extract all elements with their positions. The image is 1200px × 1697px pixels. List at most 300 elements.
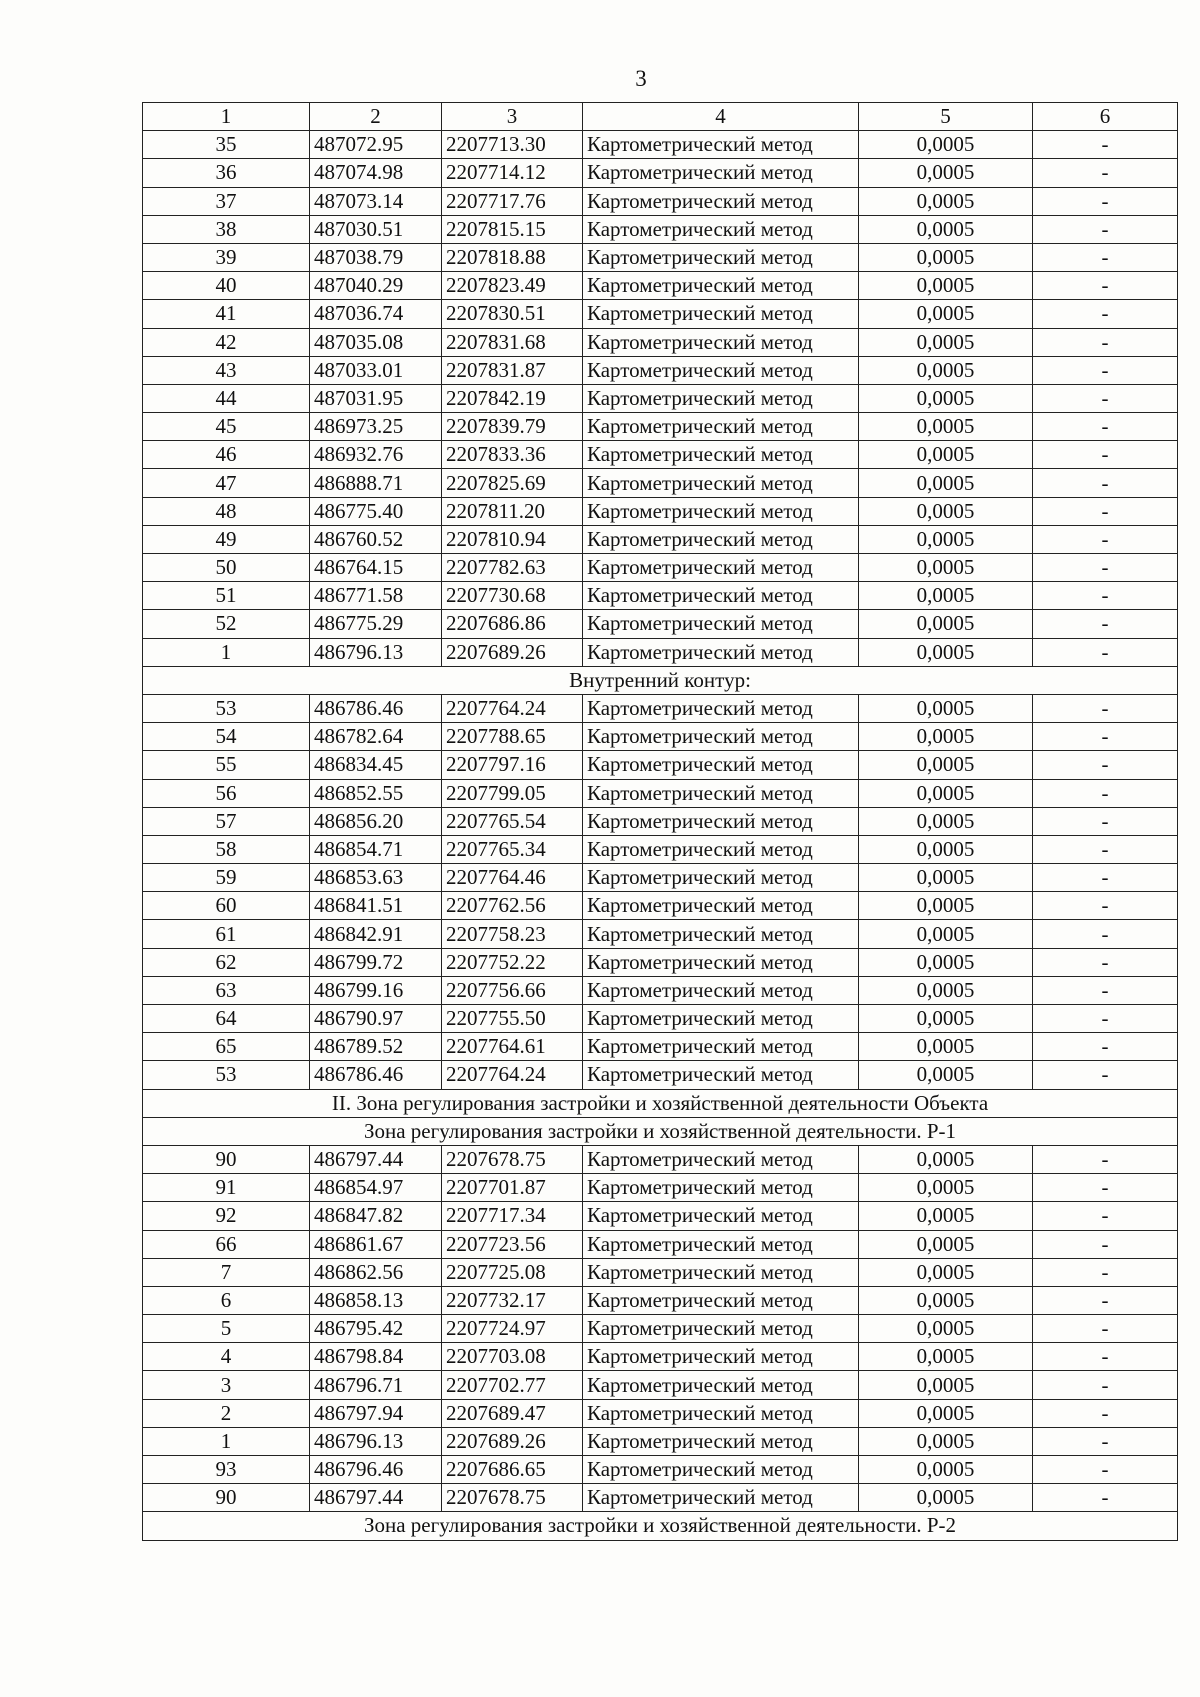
y-coordinate-cell: 2207713.30	[442, 131, 583, 159]
method-cell: Картометрический метод	[583, 272, 859, 300]
y-coordinate-cell: 2207831.87	[442, 356, 583, 384]
y-coordinate-cell: 2207732.17	[442, 1286, 583, 1314]
accuracy-cell: 0,0005	[859, 864, 1033, 892]
table-row	[143, 1230, 1178, 1258]
y-coordinate-cell: 2207833.36	[442, 441, 583, 469]
description-cell: -	[1033, 864, 1178, 892]
method-cell: Картометрический метод	[583, 1145, 859, 1173]
y-coordinate-cell: 2207686.86	[442, 610, 583, 638]
accuracy-cell: 0,0005	[859, 1202, 1033, 1230]
accuracy-cell: 0,0005	[859, 497, 1033, 525]
table-row	[143, 272, 1178, 300]
method-cell: Картометрический метод	[583, 807, 859, 835]
x-coordinate-cell: 486786.46	[310, 694, 442, 722]
method-cell: Картометрический метод	[583, 469, 859, 497]
x-coordinate-cell: 487035.08	[310, 328, 442, 356]
method-cell: Картометрический метод	[583, 1286, 859, 1314]
table-row	[143, 356, 1178, 384]
description-cell: -	[1033, 356, 1178, 384]
x-coordinate-cell: 486797.44	[310, 1145, 442, 1173]
accuracy-cell: 0,0005	[859, 1371, 1033, 1399]
description-cell: -	[1033, 1202, 1178, 1230]
table-row	[143, 1005, 1178, 1033]
x-coordinate-cell: 486858.13	[310, 1286, 442, 1314]
y-coordinate-cell: 2207810.94	[442, 525, 583, 553]
y-coordinate-cell: 2207799.05	[442, 779, 583, 807]
point-number-cell: 4	[143, 1343, 310, 1371]
point-number-cell: 55	[143, 751, 310, 779]
table-row	[143, 807, 1178, 835]
x-coordinate-cell: 487073.14	[310, 187, 442, 215]
table-row	[143, 1174, 1178, 1202]
description-cell: -	[1033, 1456, 1178, 1484]
accuracy-cell: 0,0005	[859, 328, 1033, 356]
table-row	[143, 920, 1178, 948]
method-cell: Картометрический метод	[583, 1033, 859, 1061]
coordinates-table	[142, 102, 1178, 1541]
x-coordinate-cell: 486854.97	[310, 1174, 442, 1202]
accuracy-cell: 0,0005	[859, 1258, 1033, 1286]
method-cell: Картометрический метод	[583, 1484, 859, 1512]
x-coordinate-cell: 486853.63	[310, 864, 442, 892]
table-row	[143, 864, 1178, 892]
description-cell: -	[1033, 300, 1178, 328]
x-coordinate-cell: 486786.46	[310, 1061, 442, 1089]
table-row	[143, 835, 1178, 863]
x-coordinate-cell: 486888.71	[310, 469, 442, 497]
method-cell: Картометрический метод	[583, 864, 859, 892]
y-coordinate-cell: 2207724.97	[442, 1315, 583, 1343]
y-coordinate-cell: 2207764.24	[442, 694, 583, 722]
x-coordinate-cell: 486775.29	[310, 610, 442, 638]
x-coordinate-cell: 487030.51	[310, 215, 442, 243]
x-coordinate-cell: 486841.51	[310, 892, 442, 920]
point-number-cell: 5	[143, 1315, 310, 1343]
y-coordinate-cell: 2207689.47	[442, 1399, 583, 1427]
y-coordinate-cell: 2207765.54	[442, 807, 583, 835]
table-row	[143, 1202, 1178, 1230]
point-number-cell: 2	[143, 1399, 310, 1427]
point-number-cell: 39	[143, 243, 310, 271]
table-row	[143, 1343, 1178, 1371]
table-row	[143, 1145, 1178, 1173]
x-coordinate-cell: 487031.95	[310, 384, 442, 412]
x-coordinate-cell: 487033.01	[310, 356, 442, 384]
description-cell: -	[1033, 328, 1178, 356]
accuracy-cell: 0,0005	[859, 610, 1033, 638]
inner-contour-heading-row	[143, 666, 1178, 694]
inner-contour-heading: Внутренний контур:	[143, 666, 1178, 694]
method-cell: Картометрический метод	[583, 920, 859, 948]
y-coordinate-cell: 2207818.88	[442, 243, 583, 271]
y-coordinate-cell: 2207723.56	[442, 1230, 583, 1258]
accuracy-cell: 0,0005	[859, 892, 1033, 920]
x-coordinate-cell: 486796.46	[310, 1456, 442, 1484]
x-coordinate-cell: 486856.20	[310, 807, 442, 835]
accuracy-cell: 0,0005	[859, 807, 1033, 835]
x-coordinate-cell: 486798.84	[310, 1343, 442, 1371]
column-number-cell: 6	[1033, 103, 1178, 131]
method-cell: Картометрический метод	[583, 1456, 859, 1484]
description-cell: -	[1033, 723, 1178, 751]
method-cell: Картометрический метод	[583, 1399, 859, 1427]
accuracy-cell: 0,0005	[859, 835, 1033, 863]
point-number-cell: 93	[143, 1456, 310, 1484]
accuracy-cell: 0,0005	[859, 779, 1033, 807]
table-row	[143, 497, 1178, 525]
description-cell: -	[1033, 976, 1178, 1004]
description-cell: -	[1033, 892, 1178, 920]
y-coordinate-cell: 2207823.49	[442, 272, 583, 300]
x-coordinate-cell: 486796.13	[310, 1427, 442, 1455]
table-row	[143, 525, 1178, 553]
x-coordinate-cell: 486760.52	[310, 525, 442, 553]
y-coordinate-cell: 2207830.51	[442, 300, 583, 328]
point-number-cell: 92	[143, 1202, 310, 1230]
point-number-cell: 6	[143, 1286, 310, 1314]
point-number-cell: 64	[143, 1005, 310, 1033]
accuracy-cell: 0,0005	[859, 1315, 1033, 1343]
page-number: 3	[635, 66, 647, 91]
x-coordinate-cell: 486862.56	[310, 1258, 442, 1286]
description-cell: -	[1033, 920, 1178, 948]
x-coordinate-cell: 486797.94	[310, 1399, 442, 1427]
accuracy-cell: 0,0005	[859, 1005, 1033, 1033]
point-number-cell: 47	[143, 469, 310, 497]
method-cell: Картометрический метод	[583, 215, 859, 243]
description-cell: -	[1033, 582, 1178, 610]
x-coordinate-cell: 486861.67	[310, 1230, 442, 1258]
x-coordinate-cell: 486790.97	[310, 1005, 442, 1033]
y-coordinate-cell: 2207758.23	[442, 920, 583, 948]
description-cell: -	[1033, 497, 1178, 525]
method-cell: Картометрический метод	[583, 131, 859, 159]
x-coordinate-cell: 486799.72	[310, 948, 442, 976]
method-cell: Картометрический метод	[583, 525, 859, 553]
column-number-cell: 2	[310, 103, 442, 131]
point-number-cell: 90	[143, 1484, 310, 1512]
point-number-cell: 45	[143, 413, 310, 441]
description-cell: -	[1033, 1427, 1178, 1455]
method-cell: Картометрический метод	[583, 1315, 859, 1343]
table-row	[143, 1061, 1178, 1089]
method-cell: Картометрический метод	[583, 582, 859, 610]
point-number-cell: 42	[143, 328, 310, 356]
method-cell: Картометрический метод	[583, 384, 859, 412]
y-coordinate-cell: 2207702.77	[442, 1371, 583, 1399]
x-coordinate-cell: 486799.16	[310, 976, 442, 1004]
point-number-cell: 54	[143, 723, 310, 751]
accuracy-cell: 0,0005	[859, 751, 1033, 779]
accuracy-cell: 0,0005	[859, 638, 1033, 666]
x-coordinate-cell: 486796.71	[310, 1371, 442, 1399]
description-cell: -	[1033, 441, 1178, 469]
description-cell: -	[1033, 1343, 1178, 1371]
point-number-cell: 43	[143, 356, 310, 384]
accuracy-cell: 0,0005	[859, 356, 1033, 384]
zone-ii-heading-row	[143, 1089, 1178, 1117]
method-cell: Картометрический метод	[583, 300, 859, 328]
y-coordinate-cell: 2207689.26	[442, 638, 583, 666]
table-row	[143, 610, 1178, 638]
method-cell: Картометрический метод	[583, 497, 859, 525]
table-row	[143, 1371, 1178, 1399]
point-number-cell: 49	[143, 525, 310, 553]
table-row	[143, 243, 1178, 271]
description-cell: -	[1033, 1484, 1178, 1512]
description-cell: -	[1033, 554, 1178, 582]
method-cell: Картометрический метод	[583, 413, 859, 441]
table-row	[143, 976, 1178, 1004]
accuracy-cell: 0,0005	[859, 525, 1033, 553]
accuracy-cell: 0,0005	[859, 441, 1033, 469]
y-coordinate-cell: 2207839.79	[442, 413, 583, 441]
point-number-cell: 40	[143, 272, 310, 300]
accuracy-cell: 0,0005	[859, 1230, 1033, 1258]
point-number-cell: 44	[143, 384, 310, 412]
accuracy-cell: 0,0005	[859, 694, 1033, 722]
accuracy-cell: 0,0005	[859, 469, 1033, 497]
description-cell: -	[1033, 807, 1178, 835]
accuracy-cell: 0,0005	[859, 300, 1033, 328]
x-coordinate-cell: 486795.42	[310, 1315, 442, 1343]
table-row	[143, 1456, 1178, 1484]
x-coordinate-cell: 486834.45	[310, 751, 442, 779]
accuracy-cell: 0,0005	[859, 1061, 1033, 1089]
x-coordinate-cell: 487074.98	[310, 159, 442, 187]
accuracy-cell: 0,0005	[859, 582, 1033, 610]
y-coordinate-cell: 2207764.46	[442, 864, 583, 892]
accuracy-cell: 0,0005	[859, 1399, 1033, 1427]
description-cell: -	[1033, 131, 1178, 159]
accuracy-cell: 0,0005	[859, 187, 1033, 215]
accuracy-cell: 0,0005	[859, 948, 1033, 976]
table-row	[143, 441, 1178, 469]
point-number-cell: 1	[143, 638, 310, 666]
method-cell: Картометрический метод	[583, 1202, 859, 1230]
description-cell: -	[1033, 751, 1178, 779]
x-coordinate-cell: 486775.40	[310, 497, 442, 525]
x-coordinate-cell: 486854.71	[310, 835, 442, 863]
y-coordinate-cell: 2207756.66	[442, 976, 583, 1004]
table-row	[143, 159, 1178, 187]
y-coordinate-cell: 2207714.12	[442, 159, 583, 187]
point-number-cell: 58	[143, 835, 310, 863]
y-coordinate-cell: 2207782.63	[442, 554, 583, 582]
description-cell: -	[1033, 1315, 1178, 1343]
y-coordinate-cell: 2207825.69	[442, 469, 583, 497]
x-coordinate-cell: 486782.64	[310, 723, 442, 751]
method-cell: Картометрический метод	[583, 1343, 859, 1371]
table-row	[143, 694, 1178, 722]
point-number-cell: 1	[143, 1427, 310, 1455]
description-cell: -	[1033, 1061, 1178, 1089]
x-coordinate-cell: 486932.76	[310, 441, 442, 469]
method-cell: Картометрический метод	[583, 694, 859, 722]
y-coordinate-cell: 2207752.22	[442, 948, 583, 976]
y-coordinate-cell: 2207811.20	[442, 497, 583, 525]
description-cell: -	[1033, 1174, 1178, 1202]
description-cell: -	[1033, 413, 1178, 441]
x-coordinate-cell: 486852.55	[310, 779, 442, 807]
table-row	[143, 187, 1178, 215]
point-number-cell: 59	[143, 864, 310, 892]
table-row	[143, 300, 1178, 328]
accuracy-cell: 0,0005	[859, 554, 1033, 582]
x-coordinate-cell: 486796.13	[310, 638, 442, 666]
method-cell: Картометрический метод	[583, 751, 859, 779]
point-number-cell: 50	[143, 554, 310, 582]
y-coordinate-cell: 2207764.24	[442, 1061, 583, 1089]
x-coordinate-cell: 487036.74	[310, 300, 442, 328]
point-number-cell: 56	[143, 779, 310, 807]
accuracy-cell: 0,0005	[859, 215, 1033, 243]
description-cell: -	[1033, 1286, 1178, 1314]
zone-p1-heading: Зона регулирования застройки и хозяйственной деятельности. Р-1	[143, 1117, 1178, 1145]
x-coordinate-cell: 487072.95	[310, 131, 442, 159]
method-cell: Картометрический метод	[583, 835, 859, 863]
x-coordinate-cell: 486847.82	[310, 1202, 442, 1230]
x-coordinate-cell: 486973.25	[310, 413, 442, 441]
y-coordinate-cell: 2207765.34	[442, 835, 583, 863]
point-number-cell: 41	[143, 300, 310, 328]
accuracy-cell: 0,0005	[859, 243, 1033, 271]
y-coordinate-cell: 2207762.56	[442, 892, 583, 920]
point-number-cell: 63	[143, 976, 310, 1004]
point-number-cell: 36	[143, 159, 310, 187]
point-number-cell: 91	[143, 1174, 310, 1202]
accuracy-cell: 0,0005	[859, 1145, 1033, 1173]
table-row	[143, 413, 1178, 441]
method-cell: Картометрический метод	[583, 1061, 859, 1089]
point-number-cell: 61	[143, 920, 310, 948]
table-row	[143, 1315, 1178, 1343]
method-cell: Картометрический метод	[583, 328, 859, 356]
method-cell: Картометрический метод	[583, 554, 859, 582]
table-row	[143, 215, 1178, 243]
y-coordinate-cell: 2207678.75	[442, 1145, 583, 1173]
method-cell: Картометрический метод	[583, 187, 859, 215]
method-cell: Картометрический метод	[583, 159, 859, 187]
table-row	[143, 1033, 1178, 1061]
method-cell: Картометрический метод	[583, 1230, 859, 1258]
y-coordinate-cell: 2207678.75	[442, 1484, 583, 1512]
column-number-cell: 3	[442, 103, 583, 131]
y-coordinate-cell: 2207755.50	[442, 1005, 583, 1033]
description-cell: -	[1033, 243, 1178, 271]
point-number-cell: 46	[143, 441, 310, 469]
description-cell: -	[1033, 1033, 1178, 1061]
accuracy-cell: 0,0005	[859, 384, 1033, 412]
description-cell: -	[1033, 1399, 1178, 1427]
accuracy-cell: 0,0005	[859, 1343, 1033, 1371]
accuracy-cell: 0,0005	[859, 1174, 1033, 1202]
description-cell: -	[1033, 384, 1178, 412]
method-cell: Картометрический метод	[583, 723, 859, 751]
table-row	[143, 751, 1178, 779]
point-number-cell: 52	[143, 610, 310, 638]
table-row	[143, 638, 1178, 666]
y-coordinate-cell: 2207717.34	[442, 1202, 583, 1230]
column-number-cell: 4	[583, 103, 859, 131]
table-row	[143, 723, 1178, 751]
table-row	[143, 469, 1178, 497]
method-cell: Картометрический метод	[583, 948, 859, 976]
accuracy-cell: 0,0005	[859, 159, 1033, 187]
y-coordinate-cell: 2207815.15	[442, 215, 583, 243]
description-cell: -	[1033, 272, 1178, 300]
accuracy-cell: 0,0005	[859, 1484, 1033, 1512]
x-coordinate-cell: 486797.44	[310, 1484, 442, 1512]
point-number-cell: 53	[143, 1061, 310, 1089]
table-row	[143, 384, 1178, 412]
point-number-cell: 57	[143, 807, 310, 835]
table-row	[143, 892, 1178, 920]
point-number-cell: 60	[143, 892, 310, 920]
method-cell: Картометрический метод	[583, 356, 859, 384]
description-cell: -	[1033, 779, 1178, 807]
table-row	[143, 582, 1178, 610]
table-row	[143, 1286, 1178, 1314]
y-coordinate-cell: 2207725.08	[442, 1258, 583, 1286]
point-number-cell: 65	[143, 1033, 310, 1061]
accuracy-cell: 0,0005	[859, 131, 1033, 159]
point-number-cell: 90	[143, 1145, 310, 1173]
accuracy-cell: 0,0005	[859, 1033, 1033, 1061]
point-number-cell: 37	[143, 187, 310, 215]
point-number-cell: 62	[143, 948, 310, 976]
zone-p2-heading: Зона регулирования застройки и хозяйственной деятельности. Р-2	[143, 1512, 1178, 1540]
point-number-cell: 38	[143, 215, 310, 243]
method-cell: Картометрический метод	[583, 1005, 859, 1033]
y-coordinate-cell: 2207717.76	[442, 187, 583, 215]
y-coordinate-cell: 2207788.65	[442, 723, 583, 751]
method-cell: Картометрический метод	[583, 1258, 859, 1286]
table-row	[143, 1399, 1178, 1427]
column-number-row	[143, 103, 1178, 131]
zone-p1-heading-row	[143, 1117, 1178, 1145]
y-coordinate-cell: 2207842.19	[442, 384, 583, 412]
method-cell: Картометрический метод	[583, 610, 859, 638]
y-coordinate-cell: 2207701.87	[442, 1174, 583, 1202]
y-coordinate-cell: 2207703.08	[442, 1343, 583, 1371]
x-coordinate-cell: 486842.91	[310, 920, 442, 948]
y-coordinate-cell: 2207831.68	[442, 328, 583, 356]
table-row	[143, 328, 1178, 356]
point-number-cell: 35	[143, 131, 310, 159]
accuracy-cell: 0,0005	[859, 1456, 1033, 1484]
x-coordinate-cell: 486764.15	[310, 554, 442, 582]
point-number-cell: 51	[143, 582, 310, 610]
description-cell: -	[1033, 1230, 1178, 1258]
point-number-cell: 66	[143, 1230, 310, 1258]
table-row	[143, 131, 1178, 159]
y-coordinate-cell: 2207730.68	[442, 582, 583, 610]
description-cell: -	[1033, 610, 1178, 638]
accuracy-cell: 0,0005	[859, 1427, 1033, 1455]
table-row	[143, 1258, 1178, 1286]
description-cell: -	[1033, 638, 1178, 666]
description-cell: -	[1033, 1371, 1178, 1399]
column-number-cell: 1	[143, 103, 310, 131]
description-cell: -	[1033, 215, 1178, 243]
y-coordinate-cell: 2207764.61	[442, 1033, 583, 1061]
column-number-cell: 5	[859, 103, 1033, 131]
point-number-cell: 48	[143, 497, 310, 525]
table-row	[143, 948, 1178, 976]
method-cell: Картометрический метод	[583, 1427, 859, 1455]
description-cell: -	[1033, 159, 1178, 187]
